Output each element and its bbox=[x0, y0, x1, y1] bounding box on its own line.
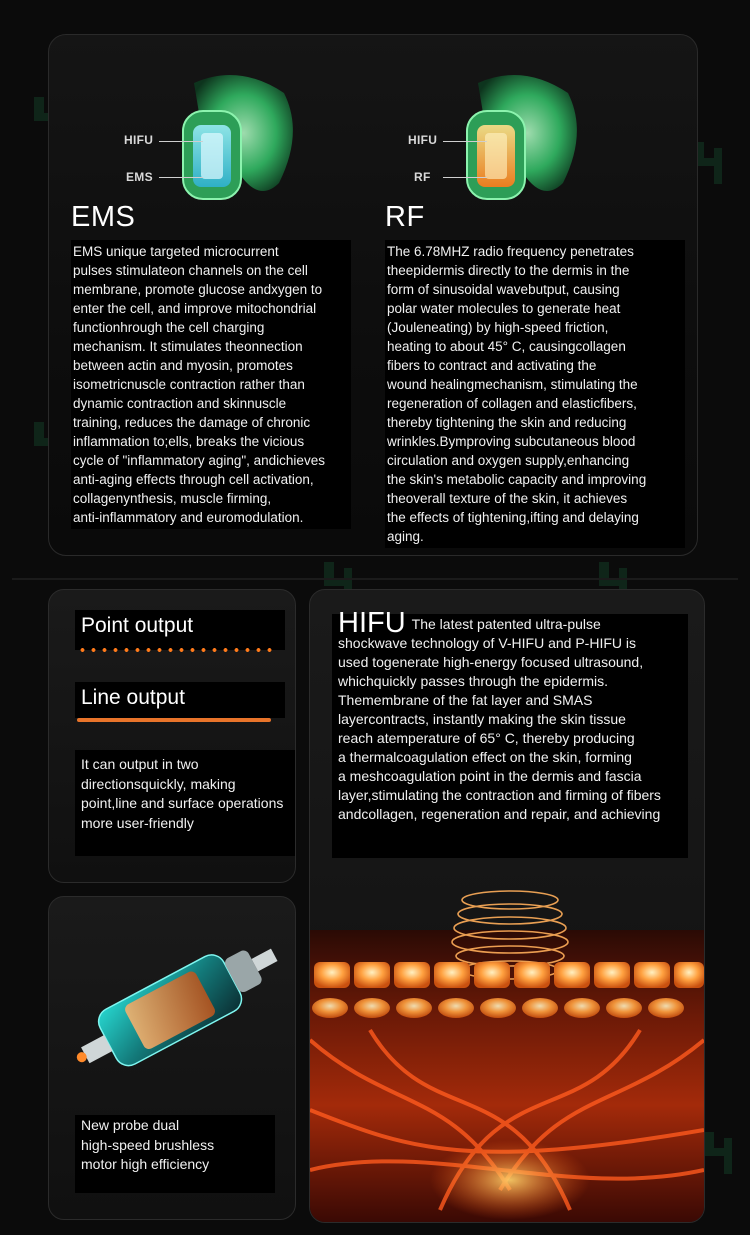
text-line: isometricnuscle contraction rather than bbox=[73, 377, 305, 392]
text-line: The 6.78MHZ radio frequency penetrates bbox=[387, 244, 634, 259]
text-line: pulses stimulateon channels on the cell bbox=[73, 263, 308, 278]
text-line: between actin and myosin, promotes bbox=[73, 358, 293, 373]
pointer-line bbox=[443, 177, 487, 178]
text-line: the effects of tightening,ifting and delaying bbox=[387, 510, 639, 525]
text-line: directionsquickly, making bbox=[81, 775, 236, 792]
text-line: wound healingmechanism, stimulating the bbox=[387, 377, 638, 392]
text-line: mechanism. It stimulates theonnection bbox=[73, 339, 303, 354]
hifu-description bbox=[338, 607, 698, 824]
section-divider bbox=[12, 578, 738, 580]
line-output-title: Line output bbox=[81, 686, 185, 709]
hifu-title: HIFU bbox=[338, 607, 406, 639]
text-line: a thermalcoagulation effect on the skin, forming bbox=[338, 749, 632, 765]
motor-card bbox=[48, 896, 296, 1220]
text-line: membrane, promote glucose andxygen to bbox=[73, 282, 323, 297]
text-line: theepidermis directly to the dermis in the bbox=[387, 263, 630, 278]
motor-description bbox=[81, 1116, 291, 1175]
text-line: EMS unique targeted microcurrent bbox=[73, 244, 279, 259]
text-line: (Jouleneating) by high-speed friction, bbox=[387, 320, 609, 335]
text-line: New probe dual bbox=[81, 1117, 180, 1133]
text-line: andcollagen, regeneration and repair, and achieving bbox=[338, 806, 661, 822]
output-modes-card bbox=[48, 589, 296, 883]
text-line: more user-friendly bbox=[81, 814, 194, 831]
device-label-ems: EMS bbox=[126, 170, 153, 184]
text-line: heating to about 45° C, causingcollagen bbox=[387, 339, 626, 354]
text-line: theoverall texture of the skin, it achieves bbox=[387, 491, 628, 506]
text-line: functionhrough the cell charging bbox=[73, 320, 265, 335]
pointer-line bbox=[443, 141, 487, 142]
text-line: It can output in two bbox=[81, 756, 199, 772]
point-output-dots bbox=[77, 648, 273, 652]
brushless-motor-icon bbox=[59, 917, 289, 1097]
text-line: a meshcoagulation point in the dermis and fascia bbox=[338, 768, 642, 784]
watermark-logo-icon bbox=[700, 1130, 736, 1176]
text-line: The latest patented ultra-pulse bbox=[411, 616, 601, 632]
rf-description bbox=[385, 240, 685, 548]
text-line: the skin's metabolic capacity and improving bbox=[387, 472, 647, 487]
text-line: layercontracts, instantly making the skin tissue bbox=[338, 711, 626, 727]
text-line: whichquickly passes through the epidermis. bbox=[338, 673, 609, 689]
text-line: layer,stimulating the contraction and firming of fibers bbox=[338, 787, 661, 803]
device-label-hifu: HIFU bbox=[408, 133, 438, 147]
text-line: training, reduces the damage of chronic bbox=[73, 415, 311, 430]
rf-device-illustration bbox=[403, 53, 583, 223]
pointer-line bbox=[159, 141, 203, 142]
text-line: point,line and surface operations bbox=[81, 795, 284, 811]
text-line: anti-aging effects through cell activation, bbox=[73, 472, 314, 487]
pointer-line bbox=[159, 177, 203, 178]
text-line: cycle of "inflammatory aging", andichieves bbox=[73, 453, 325, 468]
text-line: Themembrane of the fat layer and SMAS bbox=[338, 692, 593, 708]
text-line: wrinkles.Bymproving subcutaneous blood bbox=[387, 434, 636, 449]
text-line: enter the cell, and improve mitochondrial bbox=[73, 301, 317, 316]
hifu-card bbox=[309, 589, 705, 1223]
text-line: anti-inflammatory and euromodulation. bbox=[73, 510, 304, 525]
text-line: dynamic contraction and skinnuscle bbox=[73, 396, 287, 411]
text-line: high-speed brushless bbox=[81, 1136, 215, 1153]
text-line: shockwave technology of V-HIFU and P-HIFU is bbox=[338, 635, 637, 651]
hifu-skin-tissue-illustration bbox=[310, 870, 704, 1222]
line-output-bar bbox=[77, 718, 271, 722]
ems-title: EMS bbox=[71, 201, 136, 233]
ems-device-illustration bbox=[119, 53, 299, 223]
rf-title: RF bbox=[385, 201, 425, 233]
output-description bbox=[81, 755, 296, 833]
device-label-hifu: HIFU bbox=[124, 133, 154, 147]
text-line: thereby tightening the skin and reducing bbox=[387, 415, 627, 430]
ems-description bbox=[71, 240, 351, 529]
text-line: polar water molecules to generate heat bbox=[387, 301, 621, 316]
ems-rf-panel bbox=[48, 34, 698, 556]
text-line: used togenerate high-energy focused ultrasound, bbox=[338, 654, 644, 670]
text-line: inflammation to;ells, breaks the vicious bbox=[73, 434, 305, 449]
text-line: form of sinusoidal wavebutput, causing bbox=[387, 282, 620, 297]
text-line: reach atemperature of 65° C, thereby producing bbox=[338, 730, 635, 746]
device-label-rf: RF bbox=[414, 170, 431, 184]
text-line: fibers to contract and activating the bbox=[387, 358, 597, 373]
text-line: collagenynthesis, muscle firming, bbox=[73, 491, 272, 506]
text-line: aging. bbox=[387, 529, 424, 544]
text-line: motor high efficiency bbox=[81, 1156, 210, 1172]
text-line: circulation and oxygen supply,enhancing bbox=[387, 453, 630, 468]
text-line: regeneration of collagen and elasticfibers, bbox=[387, 396, 637, 411]
point-output-title: Point output bbox=[81, 614, 194, 637]
